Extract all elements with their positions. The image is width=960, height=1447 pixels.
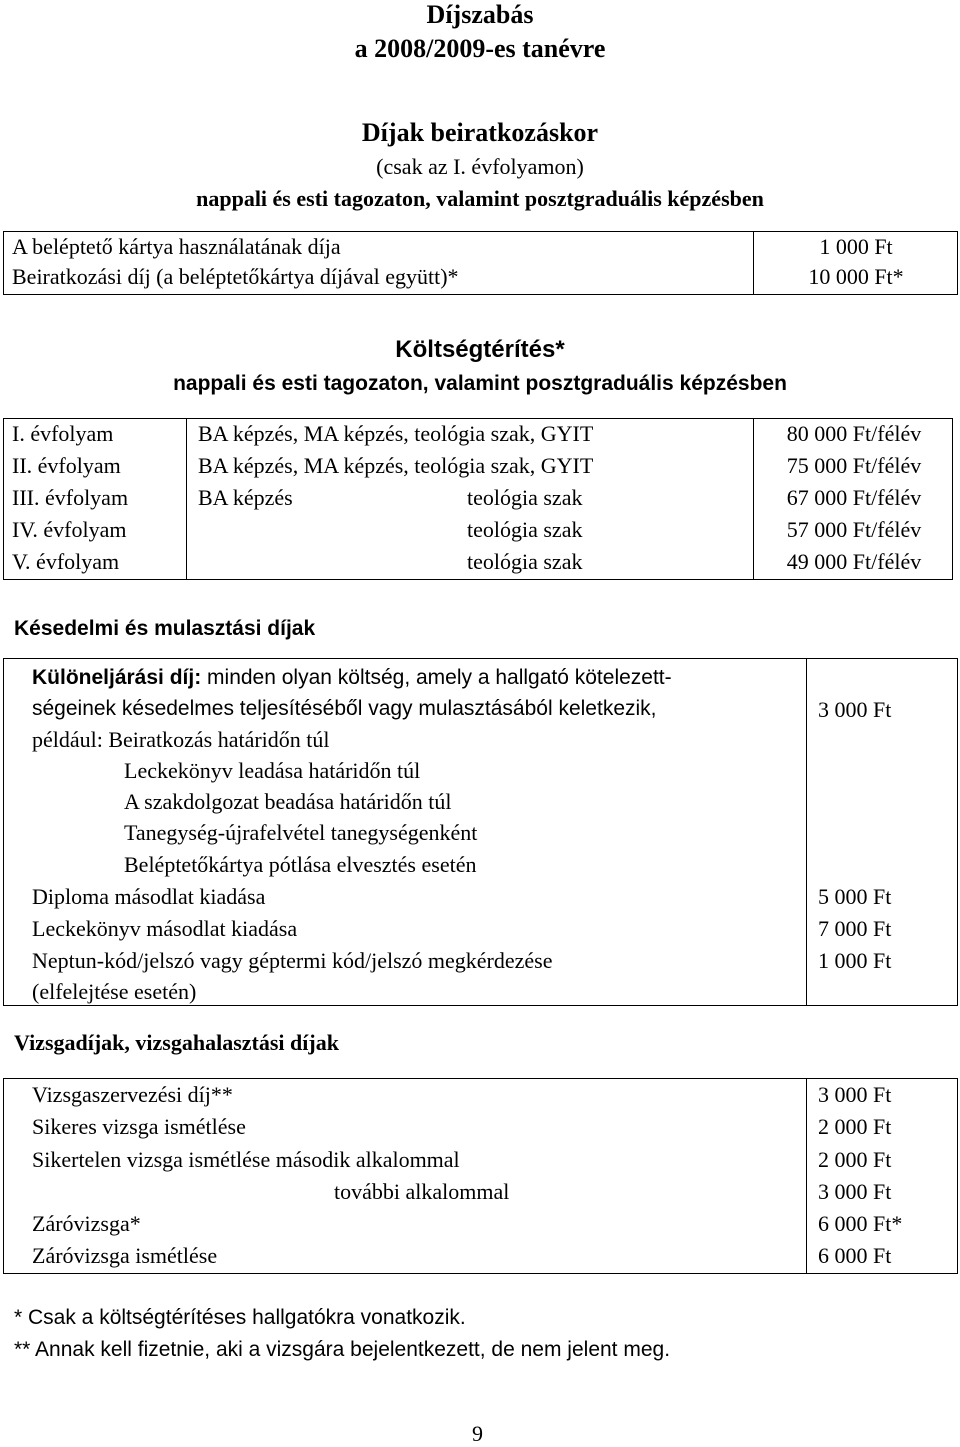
- exam-fee-row-1-label: Vizsgaszervezési díj**: [32, 1082, 233, 1107]
- exam-fee-row-4-value: 3 000 Ft: [818, 1179, 892, 1204]
- special-fee-text-1: minden olyan költség, amely a hallgató kötelezett-: [201, 666, 672, 689]
- reimbursement-divider-1: [186, 418, 187, 580]
- enrollment-row-2-label: Beiratkozási díj (a beléptetőkártya díjával együtt)*: [12, 264, 459, 289]
- exam-fee-row-2-label: Sikeres vizsga ismétlése: [32, 1114, 246, 1139]
- reimbursement-subheading: nappali és esti tagozaton, valamint posztgraduális képzésben: [173, 372, 787, 395]
- page-number: 9: [472, 1421, 483, 1446]
- enrollment-subheading-1: (csak az I. évfolyamon): [376, 154, 584, 179]
- exam-fee-row-3-value: 2 000 Ft: [818, 1147, 892, 1172]
- reimbursement-row-5-fee: 49 000 Ft/félév: [786, 549, 922, 574]
- exam-fee-row-5-value: 6 000 Ft*: [818, 1211, 903, 1236]
- late-fee-row-3-value: 1 000 Ft: [818, 948, 892, 973]
- exam-fee-row-4-label: további alkalommal: [334, 1179, 510, 1204]
- late-fee-row-3-continuation: (elfelejtése esetén): [32, 979, 197, 1004]
- enrollment-heading: Díjak beiratkozáskor: [361, 118, 599, 147]
- late-fee-row-2-value: 7 000 Ft: [818, 916, 892, 941]
- reimbursement-row-4-year: IV. évfolyam: [12, 517, 127, 542]
- enrollment-row-2-value: 10 000 Ft*: [808, 264, 904, 289]
- enrollment-subheading-2: nappali és esti tagozaton, valamint posztgraduális képzésben: [196, 186, 764, 211]
- footnote-2: ** Annak kell fizetnie, aki a vizsgára bejelentkezett, de nem jelent meg.: [14, 1338, 671, 1361]
- reimbursement-row-2-program: BA képzés, MA képzés, teológia szak, GYIT: [198, 453, 594, 478]
- enrollment-table-divider: [753, 231, 754, 295]
- exam-fees-divider: [806, 1078, 807, 1274]
- exam-fee-row-1-value: 3 000 Ft: [818, 1082, 892, 1107]
- reimbursement-row-3-year: III. évfolyam: [12, 485, 129, 510]
- reimbursement-row-3-fee: 67 000 Ft/félév: [786, 485, 922, 510]
- exam-fee-row-6-value: 6 000 Ft: [818, 1243, 892, 1268]
- special-fee-line-2: ségeinek késedelmes teljesítéséből vagy mulasztásából keletkezik,: [32, 697, 657, 720]
- reimbursement-row-2-year: II. évfolyam: [12, 453, 121, 478]
- special-fee-value: 3 000 Ft: [818, 697, 892, 722]
- exam-fee-row-6-label: Záróvizsga ismétlése: [32, 1243, 218, 1268]
- reimbursement-row-1-program: BA képzés, MA képzés, teológia szak, GYIT: [198, 421, 594, 446]
- page-title-line1: Díjszabás: [426, 0, 534, 29]
- reimbursement-row-3-program: BA képzés: [198, 485, 293, 510]
- enrollment-row-1-value: 1 000 Ft: [819, 234, 893, 259]
- reimbursement-row-2-fee: 75 000 Ft/félév: [786, 453, 922, 478]
- reimbursement-row-3-program2: teológia szak: [467, 485, 583, 510]
- late-fees-divider: [806, 658, 807, 1006]
- reimbursement-row-4-program2: teológia szak: [467, 517, 583, 542]
- special-fee-item: A szakdolgozat beadása határidőn túl: [124, 789, 452, 814]
- footnote-1: * Csak a költségtérítéses hallgatókra vonatkozik.: [14, 1306, 466, 1329]
- reimbursement-divider-2: [753, 418, 754, 580]
- special-fee-item: Leckekönyv leadása határidőn túl: [124, 758, 421, 783]
- late-fee-row-1-value: 5 000 Ft: [818, 884, 892, 909]
- reimbursement-row-1-fee: 80 000 Ft/félév: [786, 421, 922, 446]
- late-fees-heading: Késedelmi és mulasztási díjak: [14, 617, 316, 640]
- reimbursement-row-5-year: V. évfolyam: [12, 549, 120, 574]
- special-fee-line-3: például: Beiratkozás határidőn túl: [32, 727, 330, 752]
- exam-fee-row-3-label: Sikertelen vizsga ismétlése második alkalommal: [32, 1147, 460, 1172]
- exam-fee-row-5-label: Záróvizsga*: [32, 1211, 141, 1236]
- special-fee-item: Beléptetőkártya pótlása elvesztés esetén: [124, 852, 477, 877]
- exam-fees-heading: Vizsgadíjak, vizsgahalasztási díjak: [14, 1030, 339, 1055]
- reimbursement-heading: Költségtérítés*: [395, 336, 565, 363]
- reimbursement-row-5-program2: teológia szak: [467, 549, 583, 574]
- reimbursement-row-4-fee: 57 000 Ft/félév: [786, 517, 922, 542]
- late-fee-row-1-label: Diploma másodlat kiadása: [32, 884, 266, 909]
- reimbursement-row-1-year: I. évfolyam: [12, 421, 114, 446]
- enrollment-row-1-label: A beléptető kártya használatának díja: [12, 234, 341, 259]
- special-fee-label: Különeljárási díj:: [32, 666, 202, 689]
- late-fee-row-2-label: Leckekönyv másodlat kiadása: [32, 916, 298, 941]
- page-title-line2: a 2008/2009-es tanévre: [354, 34, 606, 63]
- special-fee-line-1: [32, 666, 672, 690]
- special-fee-item: Tanegység-újrafelvétel tanegységenként: [124, 820, 478, 845]
- exam-fee-row-2-value: 2 000 Ft: [818, 1114, 892, 1139]
- late-fee-row-3-label: Neptun-kód/jelszó vagy géptermi kód/jelszó megkérdezése: [32, 948, 553, 973]
